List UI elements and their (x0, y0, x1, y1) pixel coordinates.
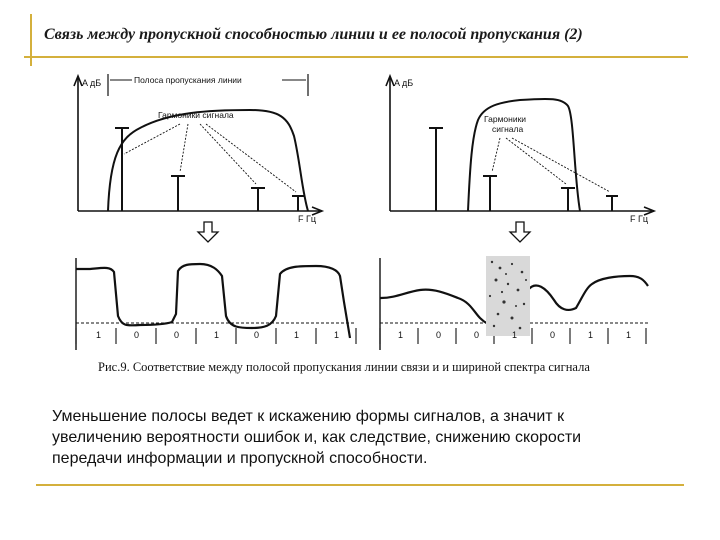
right-spectrum-plot (386, 76, 654, 215)
left-y-axis-label: A дБ (82, 78, 102, 88)
bottom-rule (36, 484, 684, 486)
right-bit-3: 0 (474, 330, 480, 340)
slide-title: Связь между пропускной способностью линии и ее полосой пропускания (2) (44, 26, 583, 43)
right-bit-7: 1 (626, 330, 632, 340)
left-harmonics-label: Гармоники сигнала (158, 110, 234, 120)
left-bit-2: 0 (134, 330, 140, 340)
slide-accent-bar (30, 14, 32, 66)
left-spectrum-plot (74, 74, 322, 215)
left-signal-waveform (76, 264, 350, 338)
noise-region (486, 256, 530, 336)
right-harmonics-label-line2: сигнала (492, 124, 524, 134)
right-bit-5: 0 (550, 330, 556, 340)
body-paragraph: Уменьшение полосы ведет к искажению формы сигналов, а значит к увеличению вероятности ошибок и, как следствие, снижению скорости передачи информации и пропускной способности. (52, 408, 582, 467)
left-bit-6: 1 (294, 330, 300, 340)
right-x-axis-label: F Гц (630, 214, 649, 224)
left-bit-7: 1 (334, 330, 340, 340)
left-x-axis-label: F Гц (298, 214, 317, 224)
left-bit-4: 1 (214, 330, 220, 340)
left-bit-5: 0 (254, 330, 260, 340)
right-y-axis-label: A дБ (394, 78, 414, 88)
figure-svg (60, 66, 660, 356)
title-underline (24, 56, 688, 58)
left-bit-3: 0 (174, 330, 180, 340)
right-harmonics-label-line1: Гармоники (484, 114, 527, 124)
left-band-curve (108, 110, 308, 211)
left-bit-1: 1 (96, 330, 102, 340)
right-bit-1: 1 (398, 330, 404, 340)
figure-spectrum-and-signals (60, 66, 660, 356)
down-arrow-left (198, 222, 218, 242)
figure-caption: Рис.9. Соответствие между полосой пропускания линии связи и и шириной спектра сигнала (98, 360, 590, 374)
right-bit-4: 1 (512, 330, 518, 340)
right-bit-6: 1 (588, 330, 594, 340)
left-band-label: Полоса пропускания линии (134, 75, 242, 85)
down-arrow-right (510, 222, 530, 242)
right-bit-2: 0 (436, 330, 442, 340)
